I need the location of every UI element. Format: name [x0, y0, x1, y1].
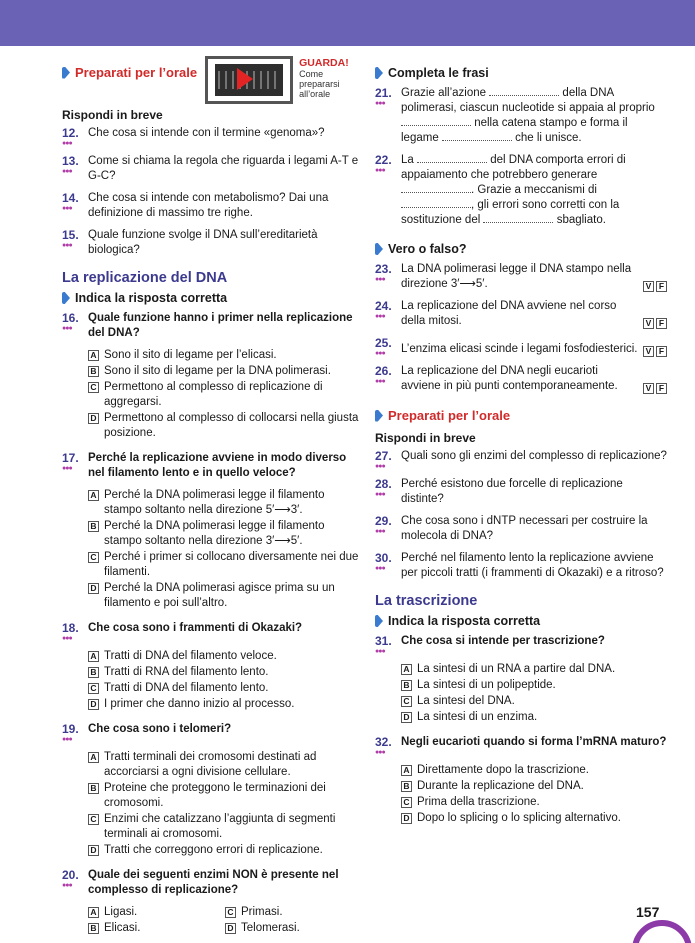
number: 26. [375, 364, 392, 378]
question-number [375, 86, 401, 146]
question-text: Che cosa sono i dNTP necessari per costruire la molecola di DNA? [401, 515, 648, 542]
number: 18. [62, 621, 79, 635]
option-checkbox[interactable]: A [88, 350, 99, 361]
true-checkbox[interactable]: V [643, 346, 654, 357]
question-text [401, 86, 667, 146]
question-number [375, 364, 401, 394]
question-number [375, 735, 401, 756]
question-number [62, 154, 88, 184]
option-checkbox[interactable]: B [88, 366, 99, 377]
number: 14. [62, 191, 79, 205]
question [375, 551, 667, 581]
question [62, 191, 362, 221]
option[interactable] [401, 710, 667, 725]
question-number [375, 477, 401, 507]
options-list [88, 488, 362, 611]
option[interactable] [88, 812, 362, 842]
question-text: Perché la replicazione avviene in modo diverso nel filamento lento e in quello veloce? [88, 452, 347, 479]
question-number [375, 551, 401, 581]
option-text: Tratti di RNA del filamento lento. [104, 666, 269, 678]
option-text: Tratti che correggono errori di replicazione. [104, 844, 323, 856]
option[interactable] [88, 488, 362, 518]
difficulty-dots: ●●● [375, 350, 385, 357]
question [375, 449, 667, 470]
option-text: Permettono al complesso di collocarsi nella giusta posizione. [104, 412, 359, 439]
question [62, 154, 362, 184]
option-text: Sono il sito di legame per la DNA polimerasi. [104, 365, 331, 377]
statement-row [401, 299, 667, 329]
difficulty-dots: ●●● [375, 167, 385, 174]
option-checkbox[interactable]: D [88, 413, 99, 424]
text-part: Grazie all’azione [401, 87, 487, 99]
option-checkbox[interactable]: A [88, 752, 99, 763]
difficulty-dots: ●●● [62, 140, 72, 147]
left-column [62, 56, 362, 943]
option[interactable] [88, 843, 362, 858]
statement-text: La replicazione del DNA negli eucarioti avviene in più punti contemporaneamente. [401, 365, 618, 392]
question-text: Che cosa si intende con il termine «genoma»? [88, 127, 325, 139]
difficulty-dots: ●●● [375, 491, 385, 498]
difficulty-dots: ●●● [375, 313, 385, 320]
option-text: Permettono al complesso di replicazione di aggregarsi. [104, 381, 323, 408]
option-checkbox[interactable]: B [401, 781, 412, 792]
arrow-icon [375, 615, 383, 627]
question-text: Come si chiama la regola che riguarda i legami A-T e G-C? [88, 155, 359, 182]
option-text: Perché la DNA polimerasi agisce prima su un filamento e poi sull’altro. [104, 582, 335, 609]
option[interactable] [88, 665, 362, 680]
number: 24. [375, 299, 392, 313]
option-checkbox[interactable]: C [88, 814, 99, 825]
number: 20. [62, 868, 79, 882]
difficulty-dots: ●●● [375, 378, 385, 385]
question-number [62, 722, 88, 743]
option[interactable] [88, 581, 362, 611]
question-number [62, 451, 88, 481]
option[interactable] [88, 380, 362, 410]
question-number [62, 126, 88, 147]
option-text: Telomerasi. [241, 922, 300, 934]
difficulty-dots: ●●● [62, 635, 72, 642]
number: 19. [62, 722, 79, 736]
number: 28. [375, 477, 392, 491]
vf-boxes [643, 346, 667, 357]
option[interactable] [401, 662, 667, 677]
arrow-icon [375, 67, 383, 79]
multiple-choice-left [62, 311, 362, 937]
question [375, 634, 667, 655]
statement-text: La replicazione del DNA avviene nel corso della mitosi. [401, 300, 617, 327]
text-part: del DNA comporta errori di appaiamento che potrebbero generare [401, 154, 626, 181]
question-text: Quale funzione svolge il DNA sull’ereditarietà biologica? [88, 229, 318, 256]
statement-row [401, 336, 667, 357]
guarda-box [299, 57, 349, 99]
option-checkbox[interactable]: C [401, 696, 412, 707]
option-checkbox[interactable]: D [401, 813, 412, 824]
corner-decoration [632, 920, 692, 943]
number: 29. [375, 514, 392, 528]
option[interactable] [225, 905, 362, 920]
options-list [88, 750, 362, 858]
question-number [375, 262, 401, 292]
orale-tag-label: Preparati per l’orale [75, 65, 198, 80]
question [375, 514, 667, 544]
difficulty-dots: ●●● [375, 648, 385, 655]
option-checkbox[interactable]: C [225, 907, 236, 918]
option-text: Perché i primer si collocano diversamente nei due filamenti. [104, 551, 359, 578]
guarda-line: prepararsi [299, 79, 340, 89]
difficulty-dots: ●●● [375, 528, 385, 535]
option-text: Perché la DNA polimerasi legge il filamento stampo soltanto nella direzione 5′⟶3′. [104, 489, 325, 516]
question [62, 451, 362, 481]
option-checkbox[interactable]: C [401, 797, 412, 808]
question-text: Quale funzione hanno i primer nella replicazione del DNA? [88, 312, 353, 339]
option[interactable] [401, 811, 667, 826]
guarda-line: Come [299, 69, 324, 79]
question-number [375, 299, 401, 329]
options-list [88, 348, 362, 441]
option-text: Ligasi. [104, 906, 138, 918]
option-text: La sintesi di un polipeptide. [417, 679, 556, 691]
question-number [375, 153, 401, 228]
option[interactable] [88, 519, 362, 549]
question-text: Che cosa sono i telomeri? [88, 723, 232, 735]
false-checkbox[interactable]: F [656, 318, 667, 329]
option[interactable] [401, 779, 667, 794]
play-icon[interactable] [237, 68, 253, 90]
question-text: Che cosa si intende per trascrizione? [401, 635, 605, 647]
video-thumbnail[interactable] [205, 56, 293, 104]
difficulty-dots: ●●● [62, 168, 72, 175]
option-checkbox[interactable]: D [88, 845, 99, 856]
option[interactable] [88, 411, 362, 441]
statement-text: La DNA polimerasi legge il DNA stampo nella direzione 3′⟶5′. [401, 263, 632, 290]
indica-tag [62, 291, 362, 305]
option-checkbox[interactable]: B [88, 667, 99, 678]
orale-tag [62, 65, 197, 80]
option-checkbox[interactable]: C [88, 683, 99, 694]
blank-field[interactable] [417, 153, 487, 163]
number: 25. [375, 336, 392, 350]
option-checkbox[interactable]: B [88, 783, 99, 794]
option[interactable] [88, 649, 362, 664]
number: 23. [375, 262, 392, 276]
option-checkbox[interactable]: D [225, 923, 236, 934]
arrow-icon [375, 243, 383, 255]
question-number [375, 336, 401, 357]
vero-falso-tag [375, 242, 667, 256]
option-text: Elicasi. [104, 922, 141, 934]
question-number [62, 311, 88, 341]
difficulty-dots: ●●● [375, 463, 385, 470]
option[interactable] [401, 678, 667, 693]
false-checkbox[interactable]: F [656, 383, 667, 394]
question-text: Negli eucarioti quando si forma l’mRNA maturo? [401, 736, 667, 748]
option-checkbox[interactable]: C [88, 552, 99, 563]
option-checkbox[interactable]: D [88, 583, 99, 594]
section-title: La replicazione del DNA [62, 270, 228, 286]
question-number [375, 634, 401, 655]
option-text: La sintesi di un RNA a partire dal DNA. [417, 663, 616, 675]
difficulty-dots: ●●● [62, 736, 72, 743]
question-number [62, 621, 88, 642]
option-checkbox[interactable]: A [88, 490, 99, 501]
option-checkbox[interactable]: B [88, 923, 99, 934]
question-number [62, 868, 88, 898]
option[interactable] [401, 694, 667, 709]
number: 15. [62, 228, 79, 242]
question [62, 722, 362, 743]
option[interactable] [88, 364, 362, 379]
indica-label: Indica la risposta corretta [388, 614, 541, 628]
option[interactable] [401, 763, 667, 778]
arrow-icon [62, 292, 70, 304]
option[interactable] [88, 921, 225, 936]
question-21 [375, 86, 667, 146]
option-text: Dopo lo splicing o lo splicing alternativo. [417, 812, 621, 824]
question-text: Che cosa si intende con metabolismo? Dai una definizione di massimo tre righe. [88, 192, 329, 219]
number: 13. [62, 154, 79, 168]
orale-tag-right [375, 408, 667, 423]
text-part: della DNA polimerasi, ciascun nucleotide si appaia al proprio [401, 87, 655, 114]
true-false-item [375, 262, 667, 292]
arrow-icon [62, 67, 70, 79]
guarda-title: GUARDA! [299, 57, 349, 69]
option-text: Sono il sito di legame per l’elicasi. [104, 349, 277, 361]
options-list [401, 763, 667, 826]
option-checkbox[interactable]: C [88, 382, 99, 393]
option-checkbox[interactable]: A [401, 664, 412, 675]
difficulty-dots: ●●● [62, 242, 72, 249]
true-false-list [375, 262, 667, 394]
completa-tag [375, 66, 667, 80]
statement-row [401, 364, 667, 394]
blank-field[interactable] [489, 86, 559, 96]
top-banner [0, 0, 695, 46]
option-text: Proteine che proteggono le terminazioni dei cromosomi. [104, 782, 326, 809]
option[interactable] [88, 905, 225, 920]
option-text: I primer che danno inizio al processo. [104, 698, 295, 710]
question [62, 311, 362, 341]
number: 22. [375, 153, 392, 167]
text-part: che li unisce. [515, 132, 582, 144]
question-text: Quale dei seguenti enzimi NON è presente nel complesso di replicazione? [88, 869, 339, 896]
true-false-item [375, 299, 667, 329]
option[interactable] [88, 697, 362, 712]
vf-boxes [643, 281, 667, 292]
text-part: sbagliato. [556, 214, 606, 226]
blank-field[interactable] [442, 131, 512, 141]
blank-field[interactable] [483, 213, 553, 223]
number: 12. [62, 126, 79, 140]
number: 16. [62, 311, 79, 325]
option-text: La sintesi di un enzima. [417, 711, 538, 723]
questions-list-b [375, 449, 667, 581]
vf-boxes [643, 318, 667, 329]
question-text [401, 153, 667, 228]
question-22 [375, 153, 667, 228]
question-text: Quali sono gli enzimi del complesso di replicazione? [401, 450, 667, 462]
completa-label: Completa le frasi [388, 66, 489, 80]
text-part: nella catena stampo e forma il legame [401, 117, 628, 144]
true-checkbox[interactable]: V [643, 318, 654, 329]
options-list [401, 662, 667, 725]
rispondi-subtitle: Rispondi in breve [62, 108, 163, 122]
question-text: Che cosa sono i frammenti di Okazaki? [88, 622, 303, 634]
false-checkbox[interactable]: F [656, 346, 667, 357]
option-text: Perché la DNA polimerasi legge il filamento stampo soltanto nella direzione 3′⟶5′. [104, 520, 325, 547]
orale-tag-label: Preparati per l’orale [388, 408, 511, 423]
rispondi-subtitle: Rispondi in breve [375, 431, 476, 445]
option-checkbox[interactable]: A [88, 651, 99, 662]
statement-row [401, 262, 667, 292]
option-checkbox[interactable]: B [401, 680, 412, 691]
option-text: Tratti terminali dei cromosomi destinati ad accorciarsi a ogni divisione cellulare. [104, 751, 317, 778]
difficulty-dots: ●●● [375, 565, 385, 572]
question-number [62, 191, 88, 221]
option[interactable] [88, 750, 362, 780]
option[interactable] [88, 348, 362, 363]
number: 27. [375, 449, 392, 463]
question-text: Perché esistono due forcelle di replicazione distinte? [401, 478, 623, 505]
number: 31. [375, 634, 392, 648]
question [62, 228, 362, 258]
option-text: Enzimi che catalizzano l’aggiunta di segmenti terminali ai cromosomi. [104, 813, 336, 840]
option[interactable] [88, 681, 362, 696]
text-part: , gli errori sono corretti con la sostituzione del [401, 199, 620, 226]
blank-field[interactable] [401, 116, 471, 126]
option-checkbox[interactable]: B [88, 521, 99, 532]
option-text: La sintesi del DNA. [417, 695, 515, 707]
true-false-item [375, 364, 667, 394]
options-list [88, 649, 362, 712]
option-text: Direttamente dopo la trascrizione. [417, 764, 589, 776]
blank-field[interactable] [401, 183, 471, 193]
difficulty-dots: ●●● [62, 465, 72, 472]
difficulty-dots: ●●● [62, 205, 72, 212]
number: 32. [375, 735, 392, 749]
difficulty-dots: ●●● [375, 749, 385, 756]
option-text: Primasi. [241, 906, 283, 918]
question [62, 621, 362, 642]
question-number [62, 228, 88, 258]
indica-label: Indica la risposta corretta [75, 291, 228, 305]
true-checkbox[interactable]: V [643, 281, 654, 292]
question [62, 868, 362, 898]
section-title: La trascrizione [375, 593, 478, 609]
option[interactable] [225, 921, 362, 936]
option-checkbox[interactable]: D [88, 699, 99, 710]
question [375, 477, 667, 507]
orale-header [62, 56, 362, 106]
indica-tag [375, 614, 667, 628]
text-part: La [401, 154, 414, 166]
option-checkbox[interactable]: A [88, 907, 99, 918]
statement-text: L’enzima elicasi scinde i legami fosfodiesterici. [401, 343, 638, 355]
option-text: Tratti di DNA del filamento veloce. [104, 650, 277, 662]
question-text: Perché nel filamento lento la replicazione avviene per piccoli tratti (i frammenti di Okazaki) e a ritroso? [401, 552, 664, 579]
options-list [88, 905, 362, 937]
difficulty-dots: ●●● [375, 276, 385, 283]
question [62, 126, 362, 147]
option-text: Tratti di DNA del filamento lento. [104, 682, 269, 694]
number: 17. [62, 451, 79, 465]
multiple-choice-right [375, 634, 667, 826]
question-number [375, 514, 401, 544]
vero-falso-label: Vero o falso? [388, 242, 467, 256]
option[interactable] [401, 795, 667, 810]
arrow-icon [375, 410, 383, 422]
option-checkbox[interactable]: D [401, 712, 412, 723]
text-part: . Grazie a meccanismi di [471, 184, 597, 196]
right-column [375, 56, 667, 836]
difficulty-dots: ●●● [375, 100, 385, 107]
questions-list-a [62, 126, 362, 258]
option[interactable] [88, 550, 362, 580]
question-number [375, 449, 401, 470]
blank-field[interactable] [401, 198, 471, 208]
option-checkbox[interactable]: A [401, 765, 412, 776]
page-number: 157 [636, 904, 660, 920]
vf-boxes [643, 383, 667, 394]
difficulty-dots: ●●● [62, 882, 72, 889]
number: 21. [375, 86, 392, 100]
difficulty-dots: ●●● [62, 325, 72, 332]
option-text: Durante la replicazione del DNA. [417, 780, 584, 792]
true-checkbox[interactable]: V [643, 383, 654, 394]
false-checkbox[interactable]: F [656, 281, 667, 292]
guarda-line: all’orale [299, 89, 331, 99]
number: 30. [375, 551, 392, 565]
true-false-item [375, 336, 667, 357]
option[interactable] [88, 781, 362, 811]
question [375, 735, 667, 756]
option-text: Prima della trascrizione. [417, 796, 540, 808]
